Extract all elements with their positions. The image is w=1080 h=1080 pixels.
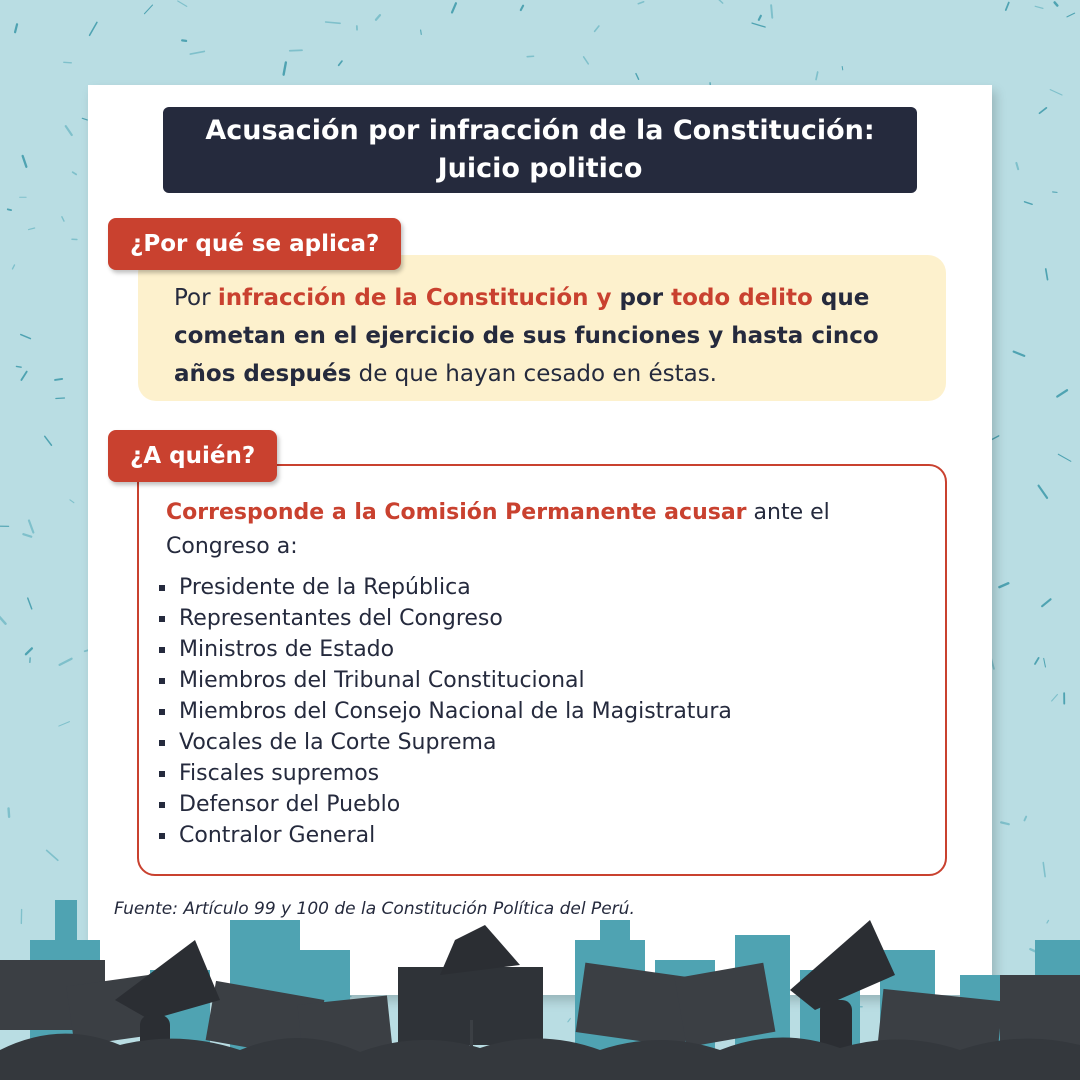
info-card <box>88 85 992 995</box>
page-title <box>163 107 917 193</box>
official-label: Representantes del Congreso <box>179 606 503 631</box>
bullet-icon <box>159 833 165 839</box>
why-text-highlight: infracción de la Constitución y <box>217 285 612 311</box>
why-text-part: de que hayan cesado en éstas. <box>351 361 717 387</box>
official-list-item <box>157 789 732 820</box>
bullet-icon <box>159 771 165 777</box>
title-line-2: Juicio politico <box>437 153 643 184</box>
official-list-item <box>157 758 732 789</box>
official-list-item <box>157 665 732 696</box>
who-box <box>137 464 947 876</box>
who-intro-rest: ante el Congreso a: <box>166 500 830 559</box>
title-line-1: Acusación por infracción de la Constitución: <box>205 115 875 146</box>
official-list-item <box>157 820 732 851</box>
official-list-item <box>157 603 732 634</box>
official-label: Defensor del Pueblo <box>179 792 401 817</box>
official-list-item <box>157 696 732 727</box>
bullet-icon <box>159 585 165 591</box>
why-text-bold: que cometan en el ejercicio de sus funciones y hasta cinco años después <box>174 285 879 387</box>
why-text-part: Por <box>174 285 218 311</box>
bullet-icon <box>159 802 165 808</box>
official-label: Ministros de Estado <box>179 637 395 662</box>
who-tag: ¿A quién? <box>108 430 277 482</box>
official-label: Fiscales supremos <box>179 761 380 786</box>
official-label: Presidente de la República <box>179 575 471 600</box>
official-label: Vocales de la Corte Suprema <box>179 730 497 755</box>
bullet-icon <box>159 709 165 715</box>
bullet-icon <box>159 740 165 746</box>
why-text-part: por <box>611 285 672 311</box>
bullet-icon <box>159 678 165 684</box>
why-text <box>174 279 934 393</box>
who-intro <box>166 496 906 564</box>
officials-list <box>157 572 732 851</box>
official-label: Miembros del Consejo Nacional de la Magistratura <box>179 699 732 724</box>
why-box <box>138 255 946 401</box>
official-label: Contralor General <box>179 823 376 848</box>
source-note: Fuente: Artículo 99 y 100 de la Constitución Política del Perú. <box>114 899 635 919</box>
why-text-highlight: todo delito <box>671 285 813 311</box>
bullet-icon <box>159 647 165 653</box>
official-list-item <box>157 634 732 665</box>
why-tag: ¿Por qué se aplica? <box>108 218 401 270</box>
official-list-item <box>157 727 732 758</box>
official-list-item <box>157 572 732 603</box>
official-label: Miembros del Tribunal Constitucional <box>179 668 585 693</box>
who-intro-highlight: Corresponde a la Comisión Permanente acusar <box>166 500 747 525</box>
bullet-icon <box>159 616 165 622</box>
protest-crowd-illustration <box>0 880 1080 1080</box>
